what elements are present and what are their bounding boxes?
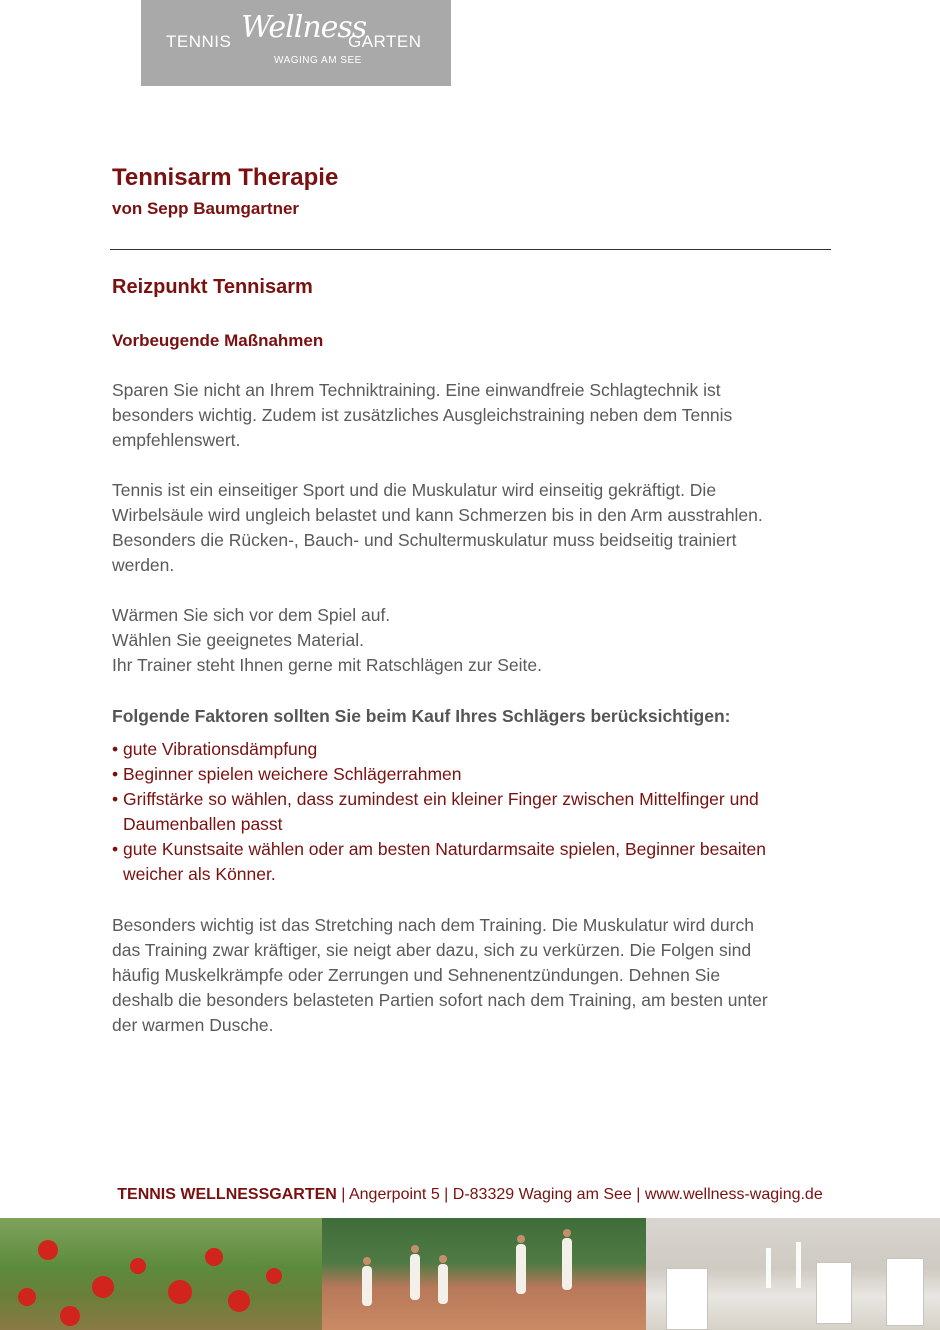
text-line: Ihr Trainer steht Ihnen gerne mit Ratschlägen zur Seite. <box>112 655 542 675</box>
list-item-text: • Beginner spielen weichere Schlägerrahmen <box>112 764 462 784</box>
paragraph-tips <box>112 603 842 678</box>
list-item <box>112 837 842 887</box>
section-subheading: Vorbeugende Maßnahmen <box>112 331 324 350</box>
footer-contact <box>0 1186 940 1204</box>
logo-word-garten: GARTEN <box>348 32 422 51</box>
text-line: häufig Muskelkrämpfe oder Zerrungen und Sehnenentzündungen. Dehnen Sie <box>112 965 721 985</box>
paragraph-stretching <box>112 913 842 1038</box>
text-line: Wirbelsäule wird ungleich belastet und kann Schmerzen bis in den Arm ausstrahlen. <box>112 505 763 525</box>
text-line: besonders wichtig. Zudem ist zusätzliches Ausgleichstraining neben dem Tennis <box>112 405 733 425</box>
list-item <box>112 737 842 762</box>
section-heading: Reizpunkt Tennisarm <box>112 276 313 298</box>
factors-list <box>112 737 842 887</box>
list-item <box>112 787 842 837</box>
text-line: der warmen Dusche. <box>112 1015 274 1035</box>
text-line: Besonders die Rücken-, Bauch- und Schultermuskulatur muss beidseitig trainiert <box>112 530 737 550</box>
logo <box>141 0 451 86</box>
list-item <box>112 762 842 787</box>
text-line: Sparen Sie nicht an Ihrem Techniktraining. Eine einwandfreie Schlagtechnik ist <box>112 380 721 400</box>
paragraph-technique <box>112 378 842 453</box>
paragraph-one-sided-sport <box>112 478 842 578</box>
list-item-text: • gute Kunstsaite wählen oder am besten Naturdarmsaite spielen, Beginner besaiten <box>112 839 767 859</box>
text-line: werden. <box>112 555 175 575</box>
text-line: Wärmen Sie sich vor dem Spiel auf. <box>112 605 391 625</box>
photo-restaurant-interior <box>646 1218 940 1330</box>
photo-poppies-garden <box>0 1218 322 1330</box>
list-item-text-continued: Daumenballen passt <box>123 814 283 834</box>
photo-strip <box>0 1218 940 1330</box>
text-line: Besonders wichtig ist das Stretching nach dem Training. Die Muskulatur wird durch <box>112 915 754 935</box>
footer-address: | Angerpoint 5 | D-83329 Waging am See | www.wellness-waging.de <box>336 1186 823 1203</box>
logo-word-tennis: TENNIS <box>166 32 232 51</box>
page-author: von Sepp Baumgartner <box>112 199 300 218</box>
list-item-text: • Griffstärke so wählen, dass zumindest ein kleiner Finger zwischen Mittelfinger und <box>112 789 759 809</box>
logo-subtitle: WAGING AM SEE <box>274 55 362 66</box>
text-line: empfehlenswert. <box>112 430 241 450</box>
header-divider <box>110 249 831 250</box>
photo-tennis-players <box>322 1218 646 1330</box>
text-line: das Training zwar kräftiger, sie neigt aber dazu, sich zu verkürzen. Die Folgen sind <box>112 940 752 960</box>
list-item-text: • gute Vibrationsdämpfung <box>112 739 318 759</box>
list-item-text-continued: weicher als Könner. <box>123 864 276 884</box>
text-line: Tennis ist ein einseitiger Sport und die Muskulatur wird einseitig gekräftigt. Die <box>112 480 717 500</box>
factors-heading: Folgende Faktoren sollten Sie beim Kauf Ihres Schlägers berücksichtigen: <box>112 706 731 726</box>
page-title: Tennisarm Therapie <box>112 164 339 191</box>
text-line: Wählen Sie geeignetes Material. <box>112 630 364 650</box>
footer-brand: TENNIS WELLNESSGARTEN <box>117 1186 337 1203</box>
text-line: deshalb die besonders belasteten Partien sofort nach dem Training, am besten unter <box>112 990 768 1010</box>
logo-word-wellness: Wellness <box>241 10 367 45</box>
